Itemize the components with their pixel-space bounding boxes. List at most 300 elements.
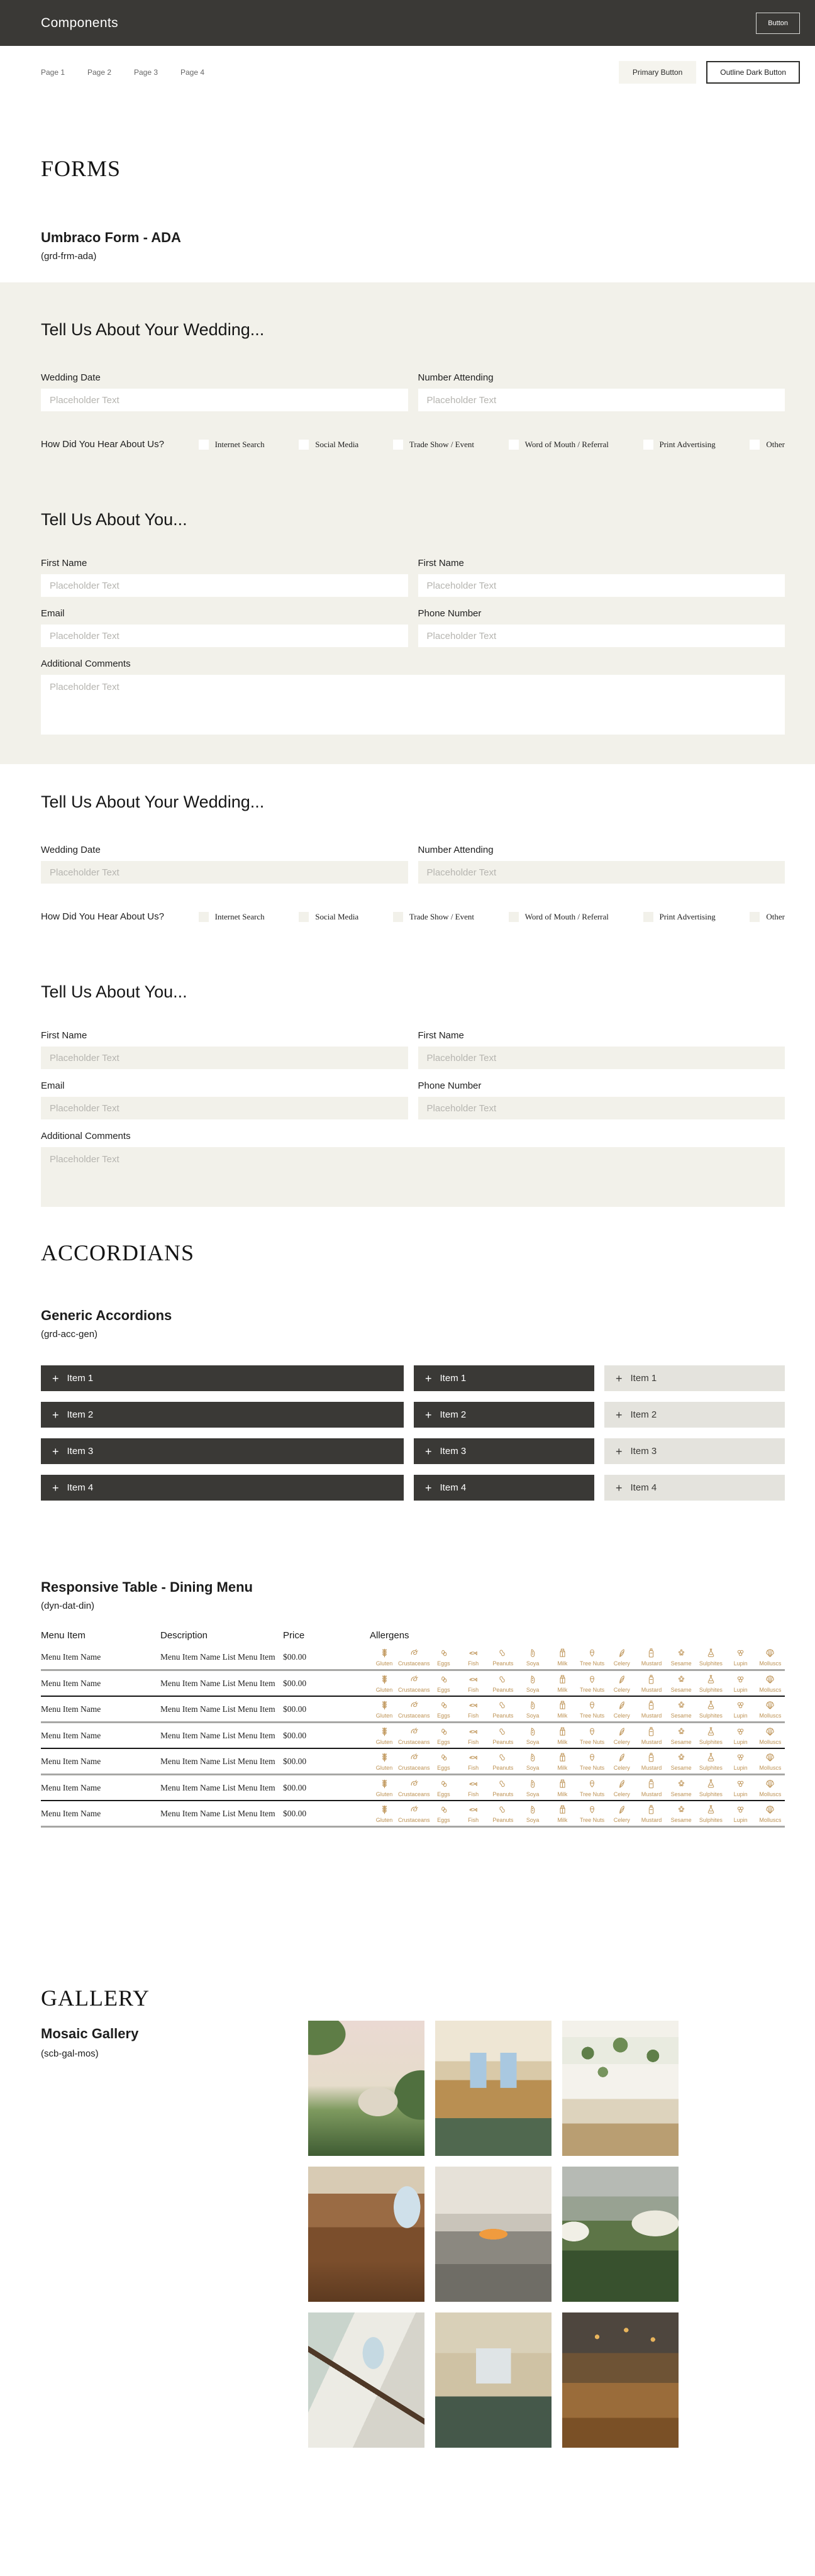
wedding-heading: Tell Us About Your Wedding... bbox=[41, 320, 265, 339]
mustard-icon bbox=[646, 1779, 657, 1789]
lupin-icon bbox=[735, 1700, 746, 1711]
number-attending-input[interactable] bbox=[418, 861, 785, 884]
allergen-eggs bbox=[429, 1674, 458, 1693]
allergen-milk bbox=[548, 1752, 577, 1771]
main-content bbox=[0, 155, 815, 2448]
checkbox[interactable] bbox=[750, 440, 760, 450]
allergen-mustard bbox=[637, 1804, 666, 1823]
peanuts-icon bbox=[497, 1752, 508, 1763]
peanuts-icon bbox=[497, 1648, 508, 1658]
allergen-tree-nuts bbox=[578, 1726, 607, 1745]
hear-about-option-3[interactable] bbox=[393, 440, 474, 450]
molluscs-icon bbox=[765, 1674, 775, 1685]
peanuts-icon bbox=[497, 1674, 508, 1685]
accordion-item-label: Item 2 bbox=[440, 1409, 467, 1420]
allergen-label: Sesame bbox=[670, 1817, 692, 1823]
nav-link-page-4[interactable]: Page 4 bbox=[180, 68, 205, 77]
description-cell: Menu Item Name List Menu Item bbox=[160, 1652, 275, 1662]
hear-about-option-4[interactable] bbox=[509, 912, 609, 922]
hear-about-option-6[interactable] bbox=[750, 912, 785, 922]
accordion-item-1[interactable] bbox=[604, 1365, 785, 1391]
additional-comments-label: Additional Comments bbox=[41, 658, 131, 669]
description-cell: Menu Item Name List Menu Item bbox=[160, 1783, 275, 1792]
umbraco-form-beige bbox=[0, 282, 815, 764]
allergen-label: Milk bbox=[557, 1713, 568, 1719]
form-row bbox=[41, 1080, 785, 1119]
allergen-fish bbox=[459, 1779, 488, 1797]
peanuts-icon bbox=[497, 1726, 508, 1737]
allergen-label: Mustard bbox=[641, 1713, 662, 1719]
checkbox[interactable] bbox=[199, 912, 209, 922]
checkbox[interactable] bbox=[643, 440, 653, 450]
accordion-item-3[interactable] bbox=[41, 1438, 404, 1464]
first-name-2-field bbox=[418, 1030, 785, 1069]
allergen-label: Gluten bbox=[375, 1713, 393, 1719]
allergen-label: Crustaceans bbox=[397, 1765, 430, 1771]
allergen-label: Fish bbox=[468, 1687, 479, 1693]
table-header-description: Description bbox=[160, 1630, 208, 1641]
accordion-item-3[interactable] bbox=[604, 1438, 785, 1464]
phone-number-field bbox=[418, 608, 785, 647]
sulphites-icon bbox=[706, 1779, 716, 1789]
eggs-icon bbox=[438, 1648, 449, 1658]
checkbox[interactable] bbox=[299, 440, 309, 450]
milk-icon bbox=[557, 1674, 568, 1685]
accordion-column-narrow-light bbox=[604, 1365, 785, 1501]
accordion-item-1[interactable] bbox=[41, 1365, 404, 1391]
allergen-label: Fish bbox=[468, 1739, 479, 1745]
accordions-section-heading: ACCORDIANS bbox=[41, 1240, 195, 1265]
celery-icon bbox=[616, 1700, 627, 1711]
allergen-label: Mustard bbox=[641, 1687, 662, 1693]
allergen-molluscs bbox=[756, 1648, 785, 1667]
tree-nuts-icon bbox=[587, 1804, 597, 1815]
first-name-2-input[interactable] bbox=[418, 1046, 785, 1069]
allergen-peanuts bbox=[489, 1674, 518, 1693]
allergen-sulphites bbox=[696, 1752, 725, 1771]
menu-item-cell: Menu Item Name bbox=[41, 1809, 101, 1818]
allergen-milk bbox=[548, 1804, 577, 1823]
mustard-icon bbox=[646, 1726, 657, 1737]
allergen-crustaceans bbox=[399, 1648, 428, 1667]
allergen-celery bbox=[607, 1779, 636, 1797]
allergen-lupin bbox=[726, 1752, 755, 1771]
allergen-label: Sulphites bbox=[699, 1791, 723, 1797]
umbraco-form-white bbox=[0, 764, 815, 1207]
allergen-label: Fish bbox=[468, 1765, 479, 1771]
allergen-label: Sesame bbox=[670, 1713, 692, 1719]
accordion-item-label: Item 1 bbox=[67, 1373, 94, 1384]
eggs-icon bbox=[438, 1779, 449, 1789]
allergen-sesame bbox=[667, 1700, 696, 1719]
celery-icon bbox=[616, 1674, 627, 1685]
form-row bbox=[41, 372, 785, 411]
tree-nuts-icon bbox=[587, 1779, 597, 1789]
gluten-icon bbox=[379, 1804, 390, 1815]
gluten-icon bbox=[379, 1779, 390, 1789]
molluscs-icon bbox=[765, 1700, 775, 1711]
allergen-tree-nuts bbox=[578, 1648, 607, 1667]
allergen-label: Sesame bbox=[670, 1765, 692, 1771]
description-cell: Menu Item Name List Menu Item bbox=[160, 1809, 275, 1818]
gluten-icon bbox=[379, 1674, 390, 1685]
allergen-crustaceans bbox=[399, 1726, 428, 1745]
allergens-cell bbox=[346, 1648, 785, 1667]
allergen-eggs bbox=[429, 1804, 458, 1823]
first-name-2-input[interactable] bbox=[418, 574, 785, 597]
accordion-item-label: Item 1 bbox=[440, 1373, 467, 1384]
allergen-gluten bbox=[370, 1648, 399, 1667]
email-input[interactable] bbox=[41, 1097, 408, 1119]
nav-link-page-2[interactable]: Page 2 bbox=[87, 68, 112, 77]
menu-item-cell: Menu Item Name bbox=[41, 1757, 101, 1766]
allergen-milk bbox=[548, 1674, 577, 1693]
outline-dark-button[interactable]: Outline Dark Button bbox=[706, 61, 800, 84]
allergen-label: Mustard bbox=[641, 1765, 662, 1771]
allergen-lupin bbox=[726, 1674, 755, 1693]
accordion-item-2[interactable] bbox=[414, 1402, 594, 1428]
milk-icon bbox=[557, 1648, 568, 1658]
primary-button[interactable]: Primary Button bbox=[619, 61, 696, 84]
checkbox-label: Trade Show / Event bbox=[409, 911, 474, 921]
allergen-mustard bbox=[637, 1779, 666, 1797]
crustaceans-icon bbox=[409, 1804, 419, 1815]
hear-about-option-2[interactable] bbox=[299, 912, 358, 922]
umbraco-form-code: (grd-frm-ada) bbox=[41, 251, 97, 262]
allergen-crustaceans bbox=[399, 1674, 428, 1693]
price-cell: $00.00 bbox=[283, 1809, 307, 1818]
allergen-label: Molluscs bbox=[759, 1765, 782, 1771]
allergen-label: Gluten bbox=[375, 1739, 393, 1745]
sulphites-icon bbox=[706, 1726, 716, 1737]
email-field bbox=[41, 608, 408, 647]
eggs-icon bbox=[438, 1726, 449, 1737]
crustaceans-icon bbox=[409, 1700, 419, 1711]
gallery-image-evening-lawn-event[interactable] bbox=[562, 2167, 679, 2302]
peanuts-icon bbox=[497, 1779, 508, 1789]
milk-icon bbox=[557, 1779, 568, 1789]
price-cell: $00.00 bbox=[283, 1652, 307, 1662]
allergen-label: Lupin bbox=[733, 1660, 748, 1667]
nav-buttons bbox=[619, 61, 800, 84]
gallery-image-dining-room[interactable] bbox=[562, 2312, 679, 2448]
dining-table-code: (dyn-dat-din) bbox=[41, 1601, 95, 1611]
menu-table-row bbox=[41, 1645, 785, 1671]
description-cell: Menu Item Name List Menu Item bbox=[160, 1731, 275, 1740]
allergen-peanuts bbox=[489, 1779, 518, 1797]
allergen-label: Molluscs bbox=[759, 1713, 782, 1719]
fish-icon bbox=[468, 1804, 479, 1815]
allergen-celery bbox=[607, 1804, 636, 1823]
first-name-1-label: First Name bbox=[41, 1030, 87, 1041]
allergen-sesame bbox=[667, 1648, 696, 1667]
checkbox[interactable] bbox=[199, 440, 209, 450]
allergen-label: Peanuts bbox=[492, 1660, 514, 1667]
allergen-fish bbox=[459, 1804, 488, 1823]
allergen-label: Eggs bbox=[437, 1713, 450, 1719]
accordion-item-4[interactable] bbox=[41, 1475, 404, 1501]
hear-about-option-2[interactable] bbox=[299, 440, 358, 450]
lupin-icon bbox=[735, 1779, 746, 1789]
accordion-item-label: Item 4 bbox=[67, 1482, 94, 1493]
first-name-1-label: First Name bbox=[41, 558, 87, 569]
checkbox[interactable] bbox=[643, 912, 653, 922]
allergen-tree-nuts bbox=[578, 1674, 607, 1693]
checkbox-label: Social Media bbox=[315, 439, 359, 449]
fish-icon bbox=[468, 1648, 479, 1658]
allergens-cell bbox=[346, 1804, 785, 1823]
allergen-label: Tree Nuts bbox=[579, 1687, 605, 1693]
gluten-icon bbox=[379, 1648, 390, 1658]
gallery-image-grand-staircase[interactable] bbox=[308, 2312, 424, 2448]
header-button[interactable]: Button bbox=[756, 13, 800, 34]
table-header-price: Price bbox=[283, 1630, 305, 1641]
allergen-label: Sesame bbox=[670, 1791, 692, 1797]
accordion-item-4[interactable] bbox=[604, 1475, 785, 1501]
additional-comments-input[interactable] bbox=[41, 1147, 785, 1207]
allergen-label: Milk bbox=[557, 1765, 568, 1771]
allergen-label: Sulphites bbox=[699, 1687, 723, 1693]
allergen-soya bbox=[518, 1648, 547, 1667]
number-attending-field bbox=[418, 372, 785, 411]
wedding-date-input[interactable] bbox=[41, 389, 408, 411]
wedding-date-field bbox=[41, 845, 408, 884]
page-title: Components bbox=[41, 15, 119, 30]
peanuts-icon bbox=[497, 1804, 508, 1815]
celery-icon bbox=[616, 1779, 627, 1789]
hear-about-option-3[interactable] bbox=[393, 912, 474, 922]
allergen-soya bbox=[518, 1700, 547, 1719]
allergen-peanuts bbox=[489, 1752, 518, 1771]
soya-icon bbox=[528, 1726, 538, 1737]
eggs-icon bbox=[438, 1674, 449, 1685]
phone-number-input[interactable] bbox=[418, 625, 785, 647]
allergen-label: Crustaceans bbox=[397, 1687, 430, 1693]
checkbox[interactable] bbox=[750, 912, 760, 922]
checkbox[interactable] bbox=[393, 912, 403, 922]
allergen-label: Fish bbox=[468, 1713, 479, 1719]
allergen-label: Soya bbox=[526, 1765, 540, 1771]
sesame-icon bbox=[676, 1726, 687, 1737]
menu-table-row bbox=[41, 1723, 785, 1749]
allergen-label: Sulphites bbox=[699, 1739, 723, 1745]
phone-number-label: Phone Number bbox=[418, 1080, 482, 1091]
allergen-molluscs bbox=[756, 1779, 785, 1797]
allergen-sesame bbox=[667, 1804, 696, 1823]
hear-about-option-1[interactable] bbox=[199, 912, 265, 922]
menu-table-row bbox=[41, 1801, 785, 1828]
allergen-label: Eggs bbox=[437, 1791, 450, 1797]
sesame-icon bbox=[676, 1804, 687, 1815]
mustard-icon bbox=[646, 1674, 657, 1685]
allergen-lupin bbox=[726, 1648, 755, 1667]
accordion-item-3[interactable] bbox=[414, 1438, 594, 1464]
wedding-date-label: Wedding Date bbox=[41, 845, 101, 855]
allergen-label: Crustaceans bbox=[397, 1660, 430, 1667]
allergen-label: Peanuts bbox=[492, 1713, 514, 1719]
allergen-label: Mustard bbox=[641, 1660, 662, 1667]
allergen-eggs bbox=[429, 1779, 458, 1797]
allergen-label: Soya bbox=[526, 1817, 540, 1823]
checkbox-label: Other bbox=[766, 911, 785, 921]
accordion-item-4[interactable] bbox=[414, 1475, 594, 1501]
mustard-icon bbox=[646, 1752, 657, 1763]
wedding-date-field bbox=[41, 372, 408, 411]
allergen-label: Milk bbox=[557, 1739, 568, 1745]
checkbox-label: Internet Search bbox=[214, 911, 265, 921]
allergen-label: Gluten bbox=[375, 1817, 393, 1823]
wedding-date-input[interactable] bbox=[41, 861, 408, 884]
gluten-icon bbox=[379, 1700, 390, 1711]
accordion-item-label: Item 3 bbox=[630, 1446, 657, 1457]
allergen-label: Lupin bbox=[733, 1791, 748, 1797]
sulphites-icon bbox=[706, 1648, 716, 1658]
allergen-label: Peanuts bbox=[492, 1817, 514, 1823]
phone-number-label: Phone Number bbox=[418, 608, 482, 619]
allergen-eggs bbox=[429, 1752, 458, 1771]
allergen-sulphites bbox=[696, 1779, 725, 1797]
fish-icon bbox=[468, 1752, 479, 1763]
allergen-label: Lupin bbox=[733, 1687, 748, 1693]
crustaceans-icon bbox=[409, 1648, 419, 1658]
email-label: Email bbox=[41, 1080, 65, 1091]
sulphites-icon bbox=[706, 1804, 716, 1815]
gallery-image-banquet-room[interactable] bbox=[435, 2021, 552, 2156]
checkbox[interactable] bbox=[393, 440, 403, 450]
lupin-icon bbox=[735, 1648, 746, 1658]
allergen-lupin bbox=[726, 1804, 755, 1823]
fish-icon bbox=[468, 1700, 479, 1711]
phone-number-input[interactable] bbox=[418, 1097, 785, 1119]
allergen-label: Molluscs bbox=[759, 1660, 782, 1667]
allergen-soya bbox=[518, 1674, 547, 1693]
first-name-1-input[interactable] bbox=[41, 1046, 408, 1069]
allergen-gluten bbox=[370, 1804, 399, 1823]
allergen-sesame bbox=[667, 1779, 696, 1797]
allergen-label: Eggs bbox=[437, 1765, 450, 1771]
lupin-icon bbox=[735, 1752, 746, 1763]
additional-comments-input[interactable] bbox=[41, 675, 785, 735]
menu-table-row bbox=[41, 1749, 785, 1775]
gallery-image-tent-reception[interactable] bbox=[562, 2021, 679, 2156]
nav-link-page-1[interactable]: Page 1 bbox=[41, 68, 65, 77]
gallery-image-estate-exterior[interactable] bbox=[308, 2021, 424, 2156]
price-cell: $00.00 bbox=[283, 1679, 307, 1688]
gallery-image-bar-lounge[interactable] bbox=[308, 2167, 424, 2302]
allergen-label: Tree Nuts bbox=[579, 1765, 605, 1771]
sulphites-icon bbox=[706, 1674, 716, 1685]
tree-nuts-icon bbox=[587, 1648, 597, 1658]
accordion-item-label: Item 2 bbox=[630, 1409, 657, 1420]
eggs-icon bbox=[438, 1752, 449, 1763]
milk-icon bbox=[557, 1804, 568, 1815]
allergen-label: Crustaceans bbox=[397, 1817, 430, 1823]
allergen-celery bbox=[607, 1700, 636, 1719]
allergen-lupin bbox=[726, 1779, 755, 1797]
hear-about-option-5[interactable] bbox=[643, 440, 716, 450]
accordion-column-narrow-dark bbox=[414, 1365, 594, 1501]
hear-about-row bbox=[41, 439, 785, 450]
allergen-label: Gluten bbox=[375, 1660, 393, 1667]
hear-about-option-5[interactable] bbox=[643, 912, 716, 922]
allergen-mustard bbox=[637, 1726, 666, 1745]
table-header-row bbox=[41, 1630, 785, 1645]
accordion-item-2[interactable] bbox=[604, 1402, 785, 1428]
crustaceans-icon bbox=[409, 1674, 419, 1685]
additional-comments-field bbox=[41, 1131, 785, 1207]
hear-about-option-1[interactable] bbox=[199, 440, 265, 450]
allergen-label: Peanuts bbox=[492, 1739, 514, 1745]
umbraco-form-title: Umbraco Form - ADA bbox=[41, 230, 181, 245]
celery-icon bbox=[616, 1752, 627, 1763]
allergen-label: Soya bbox=[526, 1660, 540, 1667]
allergen-label: Soya bbox=[526, 1791, 540, 1797]
accordion-item-1[interactable] bbox=[414, 1365, 594, 1391]
generic-accordions-title: Generic Accordions bbox=[41, 1307, 172, 1323]
first-name-1-input[interactable] bbox=[41, 574, 408, 597]
allergen-eggs bbox=[429, 1648, 458, 1667]
allergen-mustard bbox=[637, 1674, 666, 1693]
accordion-item-2[interactable] bbox=[41, 1402, 404, 1428]
gallery-image-patio-firepit[interactable] bbox=[435, 2167, 552, 2302]
tree-nuts-icon bbox=[587, 1752, 597, 1763]
allergen-fish bbox=[459, 1700, 488, 1719]
hear-about-option-4[interactable] bbox=[509, 440, 609, 450]
email-input[interactable] bbox=[41, 625, 408, 647]
allergen-label: Lupin bbox=[733, 1739, 748, 1745]
crustaceans-icon bbox=[409, 1779, 419, 1789]
soya-icon bbox=[528, 1752, 538, 1763]
allergen-celery bbox=[607, 1752, 636, 1771]
forms-section-heading: FORMS bbox=[41, 156, 121, 181]
checkbox[interactable] bbox=[509, 440, 519, 450]
menu-item-cell: Menu Item Name bbox=[41, 1652, 101, 1662]
first-name-1-field bbox=[41, 1030, 408, 1069]
allergen-label: Fish bbox=[468, 1817, 479, 1823]
description-cell: Menu Item Name List Menu Item bbox=[160, 1704, 275, 1714]
crustaceans-icon bbox=[409, 1752, 419, 1763]
plus-icon: + bbox=[616, 1408, 623, 1421]
allergen-peanuts bbox=[489, 1648, 518, 1667]
mosaic-gallery-code: (scb-gal-mos) bbox=[41, 2048, 99, 2059]
menu-item-cell: Menu Item Name bbox=[41, 1731, 101, 1740]
checkbox[interactable] bbox=[299, 912, 309, 922]
table-header-allergens-label: Allergens bbox=[370, 1630, 409, 1641]
checkbox[interactable] bbox=[509, 912, 519, 922]
allergen-soya bbox=[518, 1804, 547, 1823]
table-header-menu-item: Menu Item bbox=[41, 1630, 86, 1641]
allergen-label: Eggs bbox=[437, 1660, 450, 1667]
mosaic-gallery-grid bbox=[308, 2021, 679, 2448]
gallery-image-meeting-room[interactable] bbox=[435, 2312, 552, 2448]
hear-about-option-6[interactable] bbox=[750, 440, 785, 450]
allergen-sesame bbox=[667, 1752, 696, 1771]
allergen-label: Fish bbox=[468, 1791, 479, 1797]
allergen-celery bbox=[607, 1648, 636, 1667]
menu-item-cell: Menu Item Name bbox=[41, 1783, 101, 1792]
allergen-label: Molluscs bbox=[759, 1739, 782, 1745]
eggs-icon bbox=[438, 1804, 449, 1815]
allergen-gluten bbox=[370, 1752, 399, 1771]
number-attending-input[interactable] bbox=[418, 389, 785, 411]
sesame-icon bbox=[676, 1674, 687, 1685]
gallery-section-heading: GALLERY bbox=[41, 1985, 150, 2011]
allergen-label: Soya bbox=[526, 1739, 540, 1745]
allergen-label: Milk bbox=[557, 1791, 568, 1797]
allergen-label: Sulphites bbox=[699, 1765, 723, 1771]
wedding-heading: Tell Us About Your Wedding... bbox=[41, 792, 265, 811]
nav-link-page-3[interactable]: Page 3 bbox=[134, 68, 158, 77]
